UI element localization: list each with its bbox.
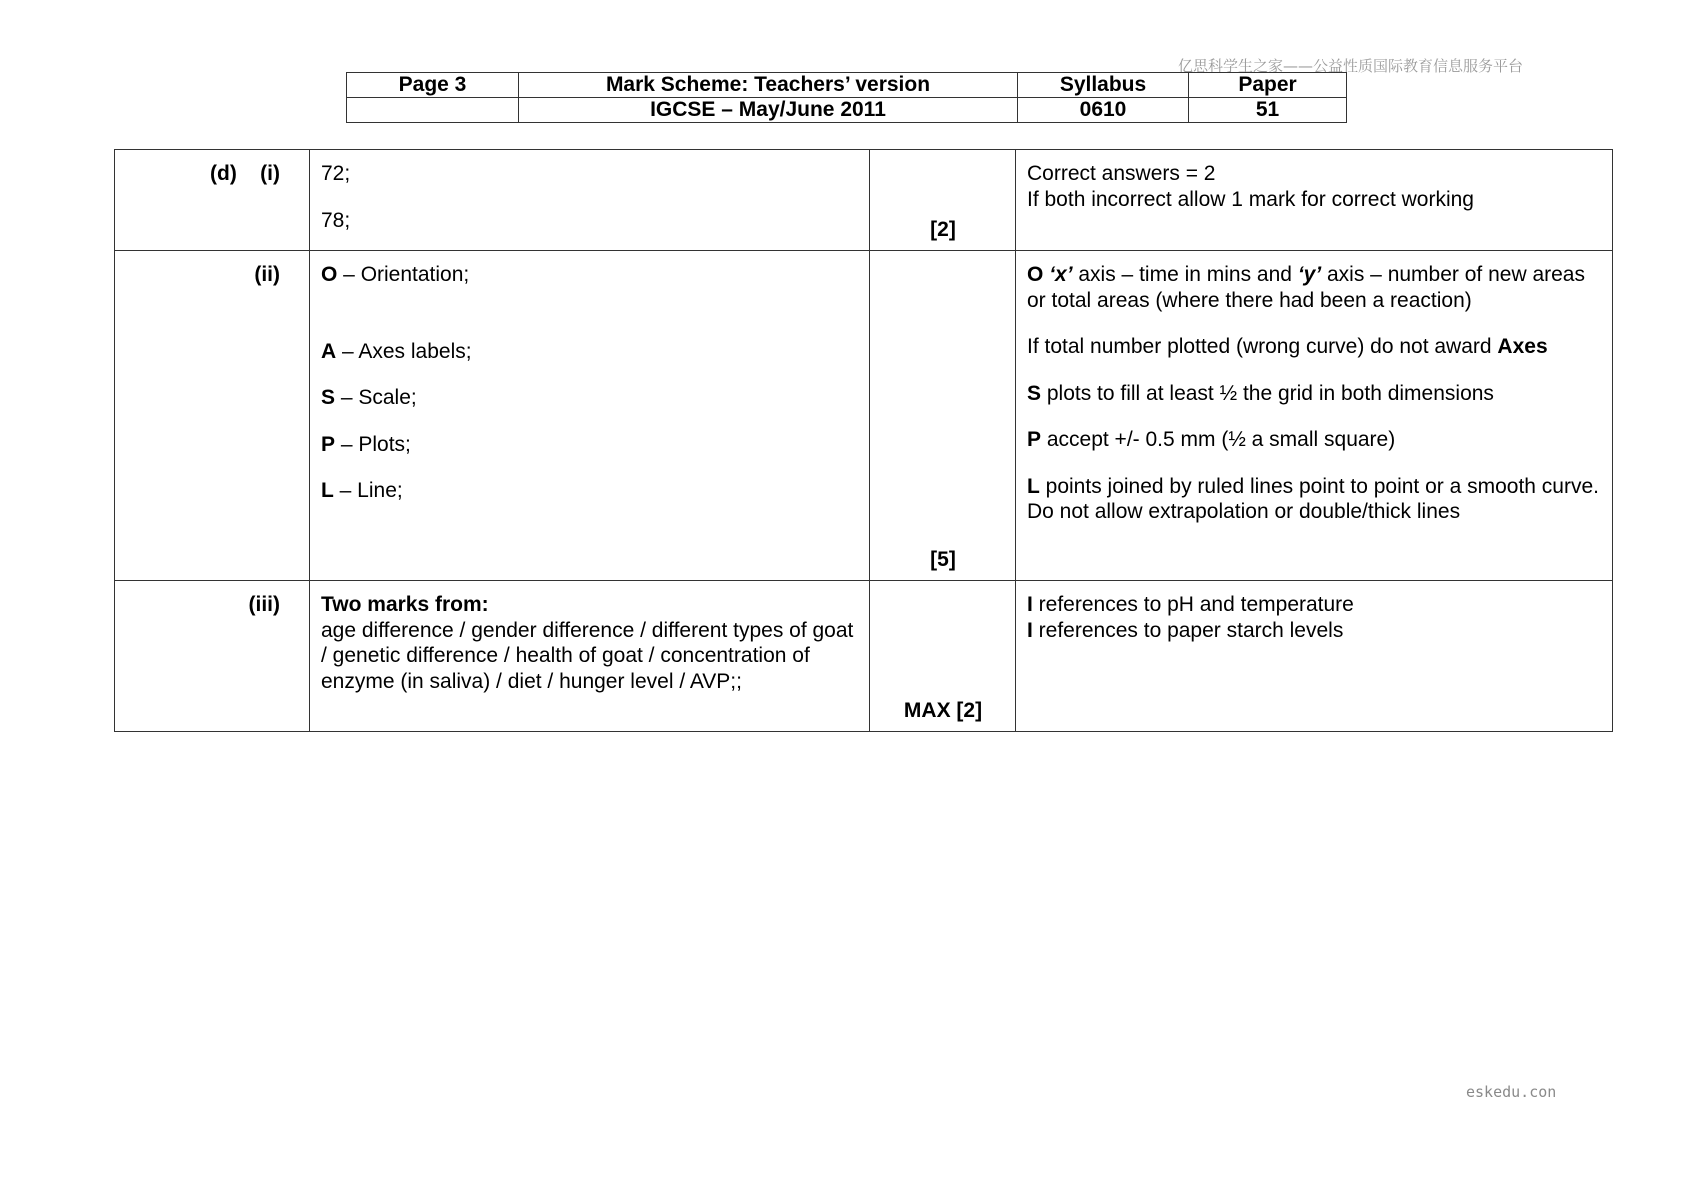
- row-d-ii: [115, 251, 1613, 581]
- guidance-line: If both incorrect allow 1 mark for correct working: [1027, 187, 1474, 211]
- question-number: [115, 251, 310, 581]
- watermark: 亿思科学生之家——公益性质国际教育信息服务平台: [1178, 57, 1524, 75]
- question-subpart: (iii): [248, 593, 280, 616]
- answer-heading: Two marks from:: [321, 593, 489, 616]
- guidance-axes: If total number plotted (wrong curve) do not award Axes: [1027, 335, 1548, 358]
- question-number: [115, 581, 310, 732]
- guidance-line-extra: Do not allow extrapolation or double/thick lines: [1027, 500, 1461, 523]
- answer-line: 78;: [321, 208, 351, 232]
- page-number: Page 3: [347, 73, 519, 98]
- guidance-cell: [1016, 150, 1613, 251]
- answer-line: 72;: [321, 162, 351, 185]
- answer-line-scale: S – Scale;: [321, 386, 417, 409]
- guidance-line: I references to paper starch levels: [1027, 618, 1344, 642]
- answer-body: age difference / gender difference / different types of goat / genetic difference / health of goat / concentration of enzyme (in saliva) / diet / hunger level / AVP;;: [321, 618, 854, 693]
- exam-session: IGCSE – May/June 2011: [519, 98, 1018, 123]
- marks-cell: [2]: [870, 150, 1016, 251]
- footer-watermark: eskedu.con: [1466, 1083, 1557, 1101]
- guidance-cell: [1016, 581, 1613, 732]
- paper-label: Paper: [1189, 73, 1347, 98]
- answer-line-axes: A – Axes labels;: [321, 339, 472, 363]
- question-subpart: (ii): [254, 263, 280, 286]
- syllabus-label: Syllabus: [1018, 73, 1189, 98]
- question-part: (d): [210, 162, 237, 185]
- question-number: [115, 150, 310, 251]
- guidance-line: I references to pH and temperature: [1027, 593, 1354, 616]
- doc-title: Mark Scheme: Teachers’ version: [519, 73, 1018, 98]
- guidance-line: Correct answers = 2: [1027, 162, 1216, 185]
- guidance-cell: [1016, 251, 1613, 581]
- syllabus-value: 0610: [1018, 98, 1189, 123]
- guidance-line: L points joined by ruled lines point to point or a smooth curve.: [1027, 474, 1599, 498]
- row-d-i: [115, 150, 1613, 251]
- question-subpart: (i): [260, 162, 280, 185]
- guidance-scale: S plots to fill at least ½ the grid in both dimensions: [1027, 381, 1494, 405]
- answer-line-plots: P – Plots;: [321, 432, 411, 456]
- mark-scheme-table: [114, 149, 1613, 732]
- page-blank-cell: [347, 98, 519, 123]
- answer-cell: [310, 150, 870, 251]
- answer-cell: [310, 581, 870, 732]
- marks-cell: MAX [2]: [870, 581, 1016, 732]
- answer-line-orientation: O – Orientation;: [321, 263, 470, 286]
- guidance-plots: P accept +/- 0.5 mm (½ a small square): [1027, 428, 1396, 451]
- row-d-iii: [115, 581, 1613, 732]
- answer-line-line: L – Line;: [321, 479, 403, 502]
- guidance-orientation: O ‘x’ axis – time in mins and ‘y’ axis – number of new areas or total areas (where there had been a reaction): [1027, 263, 1585, 312]
- paper-value: 51: [1189, 98, 1347, 123]
- header-table: [346, 72, 1347, 123]
- marks-cell: [5]: [870, 251, 1016, 581]
- answer-cell: [310, 251, 870, 581]
